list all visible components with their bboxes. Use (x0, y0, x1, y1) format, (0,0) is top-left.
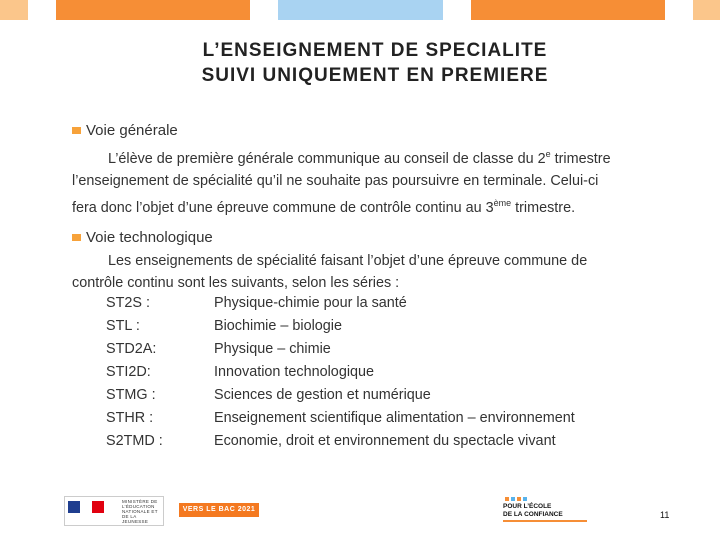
logo-underline (503, 520, 587, 522)
ecole-logo-text: POUR L’ÉCOLE DE LA CONFIANCE (503, 503, 563, 518)
top-bar-segment-5 (693, 0, 720, 20)
paragraph-technologique (72, 250, 672, 294)
section-heading-generale (72, 121, 178, 141)
series-code: STHR : (106, 410, 154, 426)
series-row (106, 384, 575, 407)
series-list (106, 292, 575, 453)
top-bar-segment-3 (278, 0, 443, 20)
title-line-1: L’ENSEIGNEMENT DE SPECIALITE (202, 40, 548, 61)
paragraph-line: L’élève de première générale communique au conseil de classe du 2e trimestre (108, 149, 611, 167)
series-row (106, 292, 575, 315)
series-row (106, 430, 575, 453)
paragraph-line: Les enseignements de spécialité faisant l’objet d’une épreuve commune de (108, 253, 588, 269)
logo-bars-icon (505, 497, 593, 501)
square-bullet-icon (72, 127, 81, 134)
series-subject: Sciences de gestion et numérique (214, 387, 431, 403)
series-code: ST2S : (106, 295, 150, 311)
series-row (106, 407, 575, 430)
series-subject: Physique-chimie pour la santé (214, 295, 407, 311)
series-row (106, 338, 575, 361)
top-bar-segment-2 (56, 0, 250, 20)
paragraph-generale (72, 143, 672, 219)
paragraph-line: contrôle continu sont les suivants, selon les séries : (72, 275, 400, 291)
ministry-logo (64, 496, 164, 526)
series-code: STL : (106, 318, 140, 334)
series-subject: Biochimie – biologie (214, 318, 342, 334)
series-code: STI2D: (106, 364, 151, 380)
series-subject: Physique – chimie (214, 341, 331, 357)
ecole-confiance-logo (503, 497, 593, 527)
series-code: STD2A: (106, 341, 157, 357)
page-number: 11 (660, 510, 670, 520)
section-heading-text: Voie générale (86, 122, 178, 139)
series-subject: Enseignement scientifique alimentation – environnement (214, 410, 575, 426)
series-subject: Economie, droit et environnement du spectacle vivant (214, 433, 556, 449)
series-row (106, 361, 575, 384)
top-bar-segment-4 (471, 0, 665, 20)
series-code: STMG : (106, 387, 156, 403)
bac-2021-badge: VERS LE BAC 2021 (179, 503, 259, 517)
marianne-flag-icon (68, 501, 104, 521)
section-heading-technologique (72, 228, 213, 248)
paragraph-line: fera donc l’objet d’une épreuve commune de contrôle continu au 3ème trimestre. (72, 197, 576, 216)
series-code: S2TMD : (106, 433, 163, 449)
title-line-2: SUIVI UNIQUEMENT EN PREMIERE (201, 65, 549, 86)
top-bar-segment-1 (0, 0, 28, 20)
series-row (106, 315, 575, 338)
series-subject: Innovation technologique (214, 364, 375, 380)
paragraph-line: l’enseignement de spécialité qu’il ne souhaite pas poursuivre en terminale. Celui-ci (72, 172, 599, 189)
page-title (0, 38, 720, 88)
square-bullet-icon (72, 234, 81, 241)
section-heading-text: Voie technologique (86, 229, 213, 246)
ministry-text: MINISTÈRE DE L’ÉDUCATION NATIONALE ET DE LA JEUNESSE (122, 498, 158, 524)
